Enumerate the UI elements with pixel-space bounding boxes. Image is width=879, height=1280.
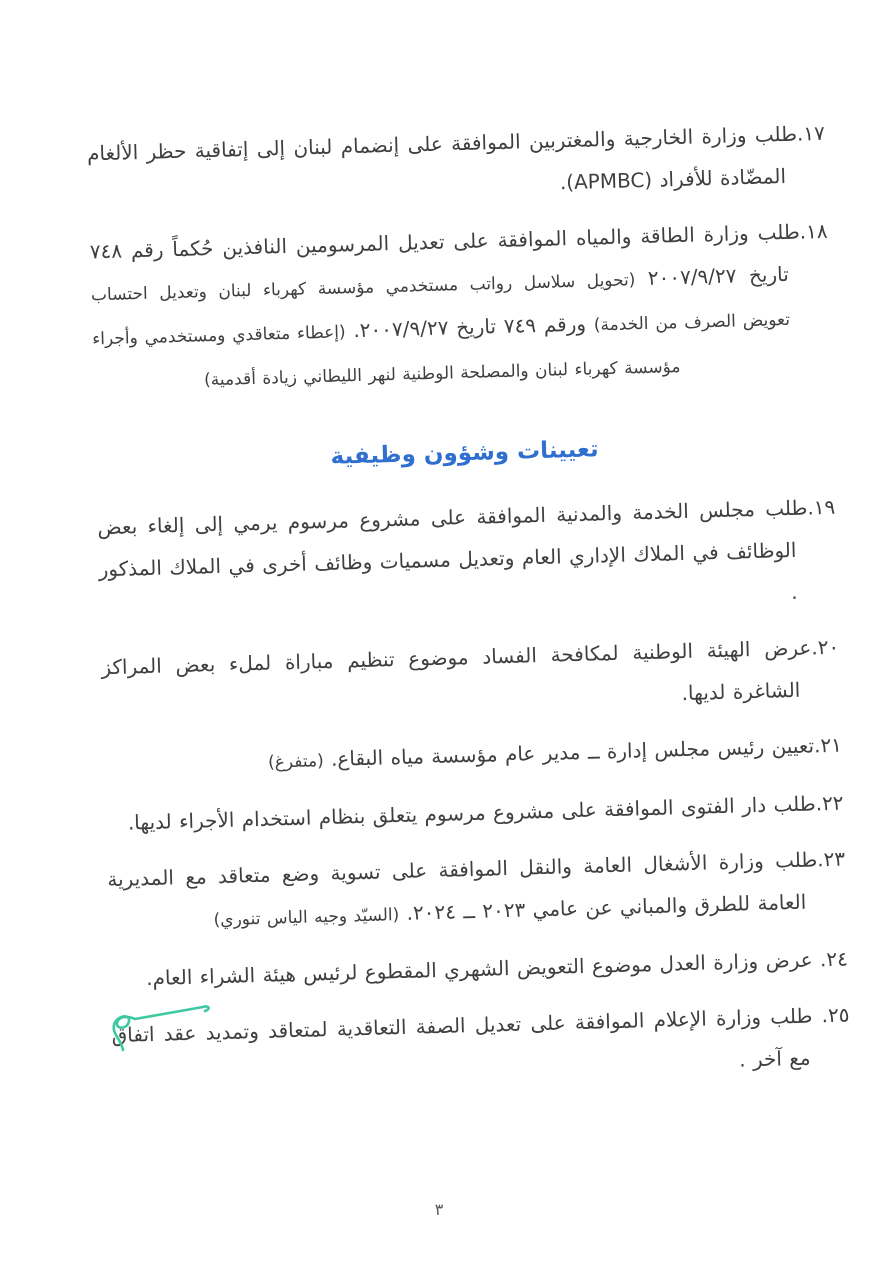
item-number: ٢٢. xyxy=(815,790,844,816)
item-number: ١٧. xyxy=(796,120,826,146)
agenda-item-22 xyxy=(105,782,844,845)
green-pen-mark-icon xyxy=(106,1000,224,1054)
item-text: عرض الهيئة الوطنية لمكافحة الفساد موضوع تنظيم مباراة لملء بعض المراكز الشاغرة لديها. xyxy=(101,635,812,706)
item-number: ٢٠. xyxy=(810,634,840,660)
item-text: طلب دار الفتوى الموافقة على مشروع مرسوم يتعلق بنظام استخدام الأجراء لديها. xyxy=(127,791,816,835)
item-number: ٢٣. xyxy=(816,846,846,872)
page-number: ٣ xyxy=(434,1200,444,1219)
item-text: ورقم ٧٤٩ تاريخ ٢٠٠٧/٩/٢٧. xyxy=(345,311,595,343)
item-text: طلب وزارة الخارجية والمغتربين الموافقة على إنضمام لبنان إلى إتفاقية حظر الألغام المضّادة للأفراد (APMBC). xyxy=(86,121,798,195)
item-text: تعيين رئيس مجلس إدارة ــ مدير عام مؤسسة مياه البقاع. xyxy=(323,733,815,772)
item-text: طلب مجلس الخدمة والمدنية الموافقة على مشروع مرسوم يرمي إلى إلغاء بعض الوظائف في الملاك الإداري العام وتعديل مسميات وظائف أخرى في الملاك المذكور . xyxy=(97,495,808,604)
item-text: طلب وزارة الإعلام الموافقة على تعديل الصفة التعاقدية لمتعاقد وتمديد عقد اتفاق مع آخر . xyxy=(111,1003,813,1072)
agenda-item-19 xyxy=(97,486,838,633)
item-text: طلب وزارة الطاقة والمياه الموافقة على تعديل المرسومين النافذين حُكماً رقم ٧٤٨ تاريخ ٢٠٠٧/٩/٢٧ xyxy=(89,219,800,291)
item-parenthetical: (السيّد وجيه الياس تنوري) xyxy=(213,905,400,931)
item-parenthetical: (تحويل سلاسل رواتب مستخدمي مؤسسة كهرباء لبنان وتعديل احتساب تعويض الصرف من الخدمة) xyxy=(90,270,791,336)
agenda-item-23 xyxy=(107,838,847,945)
pen-stroke xyxy=(114,1006,209,1050)
item-parenthetical: (إعطاء متعاقدي ومستخدمي وأجراء مؤسسة كهرباء لبنان والمصلحة الوطنية لنهر الليطاني زيادة أقدمية) xyxy=(91,322,681,391)
document-body xyxy=(86,112,851,1112)
agenda-item-20 xyxy=(101,626,841,731)
item-number: ٢٥. xyxy=(811,1002,850,1028)
agenda-item-24 xyxy=(110,938,849,1001)
item-number: ٢١. xyxy=(813,732,843,758)
item-number: ١٨. xyxy=(799,218,828,244)
item-number: ١٩. xyxy=(807,494,836,520)
item-text: طلب وزارة الأشغال العامة والنقل الموافقة على تسوية وضع متعاقد مع المديرية العامة للطرق والمباني عن عامي ٢٠٢٣ ــ ٢٠٢٤. xyxy=(106,847,818,926)
item-parenthetical: (متفرغ) xyxy=(267,751,324,773)
agenda-item-18 xyxy=(89,210,832,405)
item-text: عرض وزارة العدل موضوع التعويض الشهري المقطوع لرئيس هيئة الشراء العام. xyxy=(145,947,813,991)
agenda-item-21 xyxy=(104,724,843,789)
agenda-item-17 xyxy=(86,112,826,217)
section-heading: تعيينات وشؤون وظيفية xyxy=(330,436,599,470)
item-number: ٢٤. xyxy=(812,946,849,972)
